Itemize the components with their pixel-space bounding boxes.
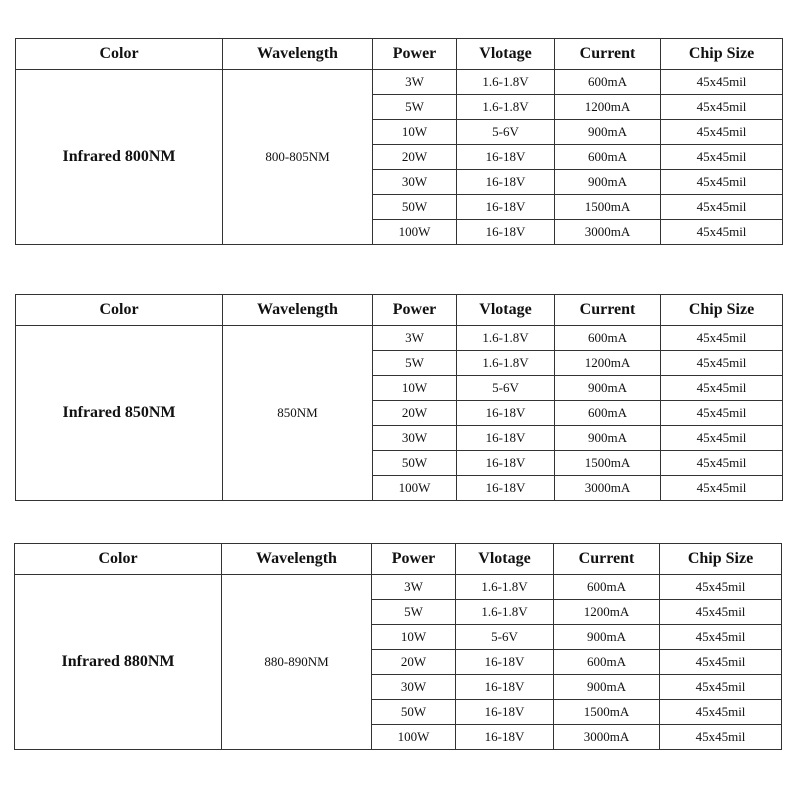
voltage-cell: 16-18V — [457, 426, 555, 451]
power-cell: 3W — [372, 575, 456, 600]
header-chip-size: Chip Size — [661, 39, 783, 70]
voltage-cell: 16-18V — [456, 725, 554, 750]
chip-size-cell: 45x45mil — [660, 725, 782, 750]
voltage-cell: 1.6-1.8V — [457, 95, 555, 120]
chip-size-cell: 45x45mil — [661, 170, 783, 195]
color-cell: Infrared 800NM — [16, 70, 223, 245]
wavelength-cell: 850NM — [223, 326, 373, 501]
power-cell: 5W — [372, 600, 456, 625]
current-cell: 600mA — [555, 401, 661, 426]
voltage-cell: 16-18V — [456, 700, 554, 725]
voltage-cell: 5-6V — [457, 376, 555, 401]
header-power: Power — [372, 544, 456, 575]
current-cell: 1500mA — [555, 451, 661, 476]
table-header-row — [16, 39, 783, 70]
table-row — [15, 575, 782, 600]
chip-size-cell: 45x45mil — [660, 700, 782, 725]
header-wavelength: Wavelength — [223, 39, 373, 70]
voltage-cell: 1.6-1.8V — [457, 70, 555, 95]
table-header-row — [16, 295, 783, 326]
power-cell: 10W — [373, 376, 457, 401]
current-cell: 1200mA — [554, 600, 660, 625]
voltage-cell: 1.6-1.8V — [456, 575, 554, 600]
current-cell: 900mA — [555, 170, 661, 195]
power-cell: 100W — [373, 476, 457, 501]
voltage-cell: 16-18V — [457, 451, 555, 476]
current-cell: 900mA — [554, 675, 660, 700]
chip-size-cell: 45x45mil — [661, 120, 783, 145]
current-cell: 600mA — [554, 575, 660, 600]
voltage-cell: 1.6-1.8V — [456, 600, 554, 625]
spec-table-800nm — [15, 38, 783, 245]
chip-size-cell: 45x45mil — [661, 401, 783, 426]
header-color: Color — [15, 544, 222, 575]
header-current: Current — [555, 39, 661, 70]
power-cell: 10W — [372, 625, 456, 650]
chip-size-cell: 45x45mil — [661, 195, 783, 220]
chip-size-cell: 45x45mil — [660, 675, 782, 700]
current-cell: 1200mA — [555, 95, 661, 120]
header-color: Color — [16, 295, 223, 326]
voltage-cell: 1.6-1.8V — [457, 351, 555, 376]
power-cell: 20W — [373, 145, 457, 170]
power-cell: 30W — [372, 675, 456, 700]
chip-size-cell: 45x45mil — [661, 145, 783, 170]
voltage-cell: 5-6V — [457, 120, 555, 145]
current-cell: 1200mA — [555, 351, 661, 376]
header-color: Color — [16, 39, 223, 70]
current-cell: 1500mA — [554, 700, 660, 725]
header-voltage: Vlotage — [457, 39, 555, 70]
power-cell: 100W — [372, 725, 456, 750]
current-cell: 600mA — [555, 326, 661, 351]
wavelength-cell: 800-805NM — [223, 70, 373, 245]
power-cell: 20W — [373, 401, 457, 426]
power-cell: 5W — [373, 351, 457, 376]
current-cell: 3000mA — [555, 476, 661, 501]
current-cell: 3000mA — [554, 725, 660, 750]
power-cell: 3W — [373, 70, 457, 95]
voltage-cell: 1.6-1.8V — [457, 326, 555, 351]
header-current: Current — [554, 544, 660, 575]
power-cell: 10W — [373, 120, 457, 145]
power-cell: 50W — [373, 195, 457, 220]
chip-size-cell: 45x45mil — [660, 625, 782, 650]
voltage-cell: 16-18V — [457, 401, 555, 426]
voltage-cell: 5-6V — [456, 625, 554, 650]
table-row — [16, 326, 783, 351]
header-wavelength: Wavelength — [222, 544, 372, 575]
header-power: Power — [373, 295, 457, 326]
chip-size-cell: 45x45mil — [661, 476, 783, 501]
current-cell: 600mA — [554, 650, 660, 675]
voltage-cell: 16-18V — [457, 170, 555, 195]
chip-size-cell: 45x45mil — [661, 351, 783, 376]
chip-size-cell: 45x45mil — [661, 326, 783, 351]
header-voltage: Vlotage — [456, 544, 554, 575]
voltage-cell: 16-18V — [457, 476, 555, 501]
current-cell: 900mA — [555, 376, 661, 401]
voltage-cell: 16-18V — [457, 220, 555, 245]
voltage-cell: 16-18V — [457, 145, 555, 170]
wavelength-cell: 880-890NM — [222, 575, 372, 750]
power-cell: 20W — [372, 650, 456, 675]
power-cell: 100W — [373, 220, 457, 245]
voltage-cell: 16-18V — [456, 650, 554, 675]
header-wavelength: Wavelength — [223, 295, 373, 326]
chip-size-cell: 45x45mil — [661, 70, 783, 95]
header-current: Current — [555, 295, 661, 326]
header-voltage: Vlotage — [457, 295, 555, 326]
color-cell: Infrared 850NM — [16, 326, 223, 501]
power-cell: 3W — [373, 326, 457, 351]
chip-size-cell: 45x45mil — [660, 575, 782, 600]
chip-size-cell: 45x45mil — [661, 426, 783, 451]
power-cell: 50W — [373, 451, 457, 476]
table-header-row — [15, 544, 782, 575]
current-cell: 600mA — [555, 70, 661, 95]
power-cell: 30W — [373, 170, 457, 195]
color-cell: Infrared 880NM — [15, 575, 222, 750]
chip-size-cell: 45x45mil — [661, 376, 783, 401]
table-row — [16, 70, 783, 95]
chip-size-cell: 45x45mil — [660, 600, 782, 625]
chip-size-cell: 45x45mil — [661, 451, 783, 476]
header-chip-size: Chip Size — [660, 544, 782, 575]
current-cell: 900mA — [554, 625, 660, 650]
power-cell: 50W — [372, 700, 456, 725]
current-cell: 900mA — [555, 426, 661, 451]
chip-size-cell: 45x45mil — [661, 95, 783, 120]
current-cell: 3000mA — [555, 220, 661, 245]
header-power: Power — [373, 39, 457, 70]
spec-table-850nm — [15, 294, 783, 501]
spec-table-880nm — [14, 543, 782, 750]
power-cell: 30W — [373, 426, 457, 451]
power-cell: 5W — [373, 95, 457, 120]
header-chip-size: Chip Size — [661, 295, 783, 326]
current-cell: 600mA — [555, 145, 661, 170]
current-cell: 1500mA — [555, 195, 661, 220]
chip-size-cell: 45x45mil — [660, 650, 782, 675]
voltage-cell: 16-18V — [456, 675, 554, 700]
chip-size-cell: 45x45mil — [661, 220, 783, 245]
current-cell: 900mA — [555, 120, 661, 145]
voltage-cell: 16-18V — [457, 195, 555, 220]
